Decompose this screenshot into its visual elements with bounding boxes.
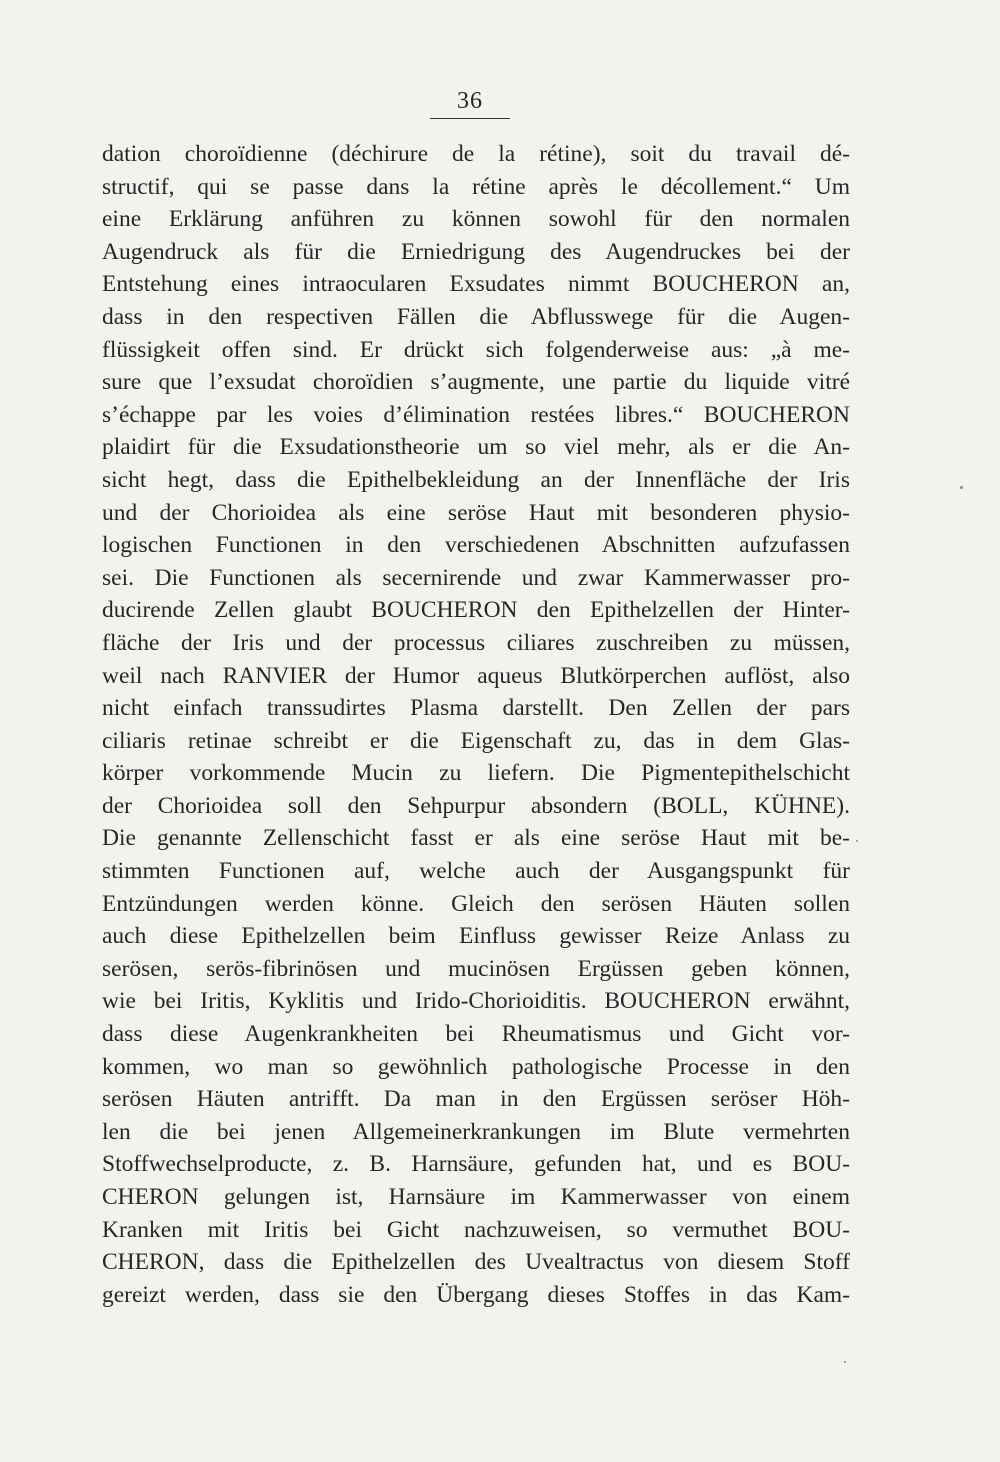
text-line: weil nach RANVIER der Humor aqueus Blutkörperchen auflöst, also: [102, 662, 850, 689]
text-line: nicht einfach transsudirtes Plasma darstellt. Den Zellen der pars: [102, 695, 850, 722]
text-line: der Chorioidea soll den Sehpurpur absondern (BOLL, KÜHNE).: [102, 792, 850, 819]
text-line: fläche der Iris und der processus ciliares zuschreiben zu müssen,: [102, 629, 850, 656]
text-line: sei. Die Functionen als secernirende und zwar Kammerwasser pro-: [102, 564, 850, 591]
scan-speck: [960, 486, 963, 489]
text-line: eine Erklärung anführen zu können sowohl für den normalen: [102, 206, 850, 233]
text-line: CHERON, dass die Epithelzellen des Uvealtractus von diesem Stoff: [102, 1249, 850, 1276]
text-line: gereizt werden, dass sie den Übergang dieses Stoffes in das Kam-: [102, 1281, 850, 1308]
text-line: wie bei Iritis, Kyklitis und Irido-Chorioiditis. BOUCHERON erwähnt,: [102, 988, 850, 1015]
text-line: serösen Häuten antrifft. Da man in den Ergüssen seröser Höh-: [102, 1086, 850, 1113]
text-line: CHERON gelungen ist, Harnsäure im Kammerwasser von einem: [102, 1184, 850, 1210]
scan-speck: [856, 840, 858, 842]
text-line: Stoffwechselproducte, z. B. Harnsäure, gefunden hat, und es BOU-: [102, 1151, 850, 1178]
text-line: Entstehung eines intraocularen Exsudates nimmt BOUCHERON an,: [102, 271, 850, 298]
text-line: kommen, wo man so gewöhnlich pathologische Processe in den: [102, 1053, 850, 1080]
text-line: ducirende Zellen glaubt BOUCHERON den Epithelzellen der Hinter-: [102, 597, 850, 624]
page-number: 36: [457, 88, 483, 114]
text-line: len die bei jenen Allgemeinerkrankungen im Blute vermehrten: [102, 1118, 850, 1145]
body-text: [102, 138, 850, 1311]
text-line: dass in den respectiven Fällen die Abflusswege für die Augen-: [102, 303, 850, 330]
text-line: Entzündungen werden könne. Gleich den serösen Häuten sollen: [102, 890, 850, 917]
text-line: sure que l’exsudat choroïdien s’augmente, une partie du liquide vitré: [102, 369, 850, 396]
text-line: structif, qui se passe dans la rétine après le décollement.“ Um: [102, 173, 850, 200]
text-line: plaidirt für die Exsudationstheorie um so viel mehr, als er die An-: [102, 434, 850, 461]
scan-speck: [844, 1361, 846, 1363]
text-line: ciliaris retinae schreibt er die Eigenschaft zu, das in dem Glas-: [102, 727, 850, 754]
text-line: Die genannte Zellenschicht fasst er als eine seröse Haut mit be-: [102, 825, 850, 852]
text-line: sicht hegt, dass die Epithelbekleidung an der Innenfläche der Iris: [102, 466, 850, 493]
text-line: dass diese Augenkrankheiten bei Rheumatismus und Gicht vor-: [102, 1021, 850, 1048]
text-line: flüssigkeit offen sind. Er drückt sich folgenderweise aus: „à me-: [102, 336, 850, 363]
page-number-rule: [430, 118, 510, 119]
text-line: Kranken mit Iritis bei Gicht nachzuweisen, so vermuthet BOU-: [102, 1216, 850, 1243]
text-line: stimmten Functionen auf, welche auch der Ausgangspunkt für: [102, 858, 850, 885]
text-line: und der Chorioidea als eine seröse Haut mit besonderen physio-: [102, 499, 850, 526]
text-line: s’échappe par les voies d’élimination restées libres.“ BOUCHERON: [102, 401, 850, 428]
text-line: dation choroïdienne (déchirure de la rétine), soit du travail dé-: [102, 141, 850, 167]
text-line: serösen, serös-fibrinösen und mucinösen Ergüssen geben können,: [102, 955, 850, 982]
text-line: logischen Functionen in den verschiedenen Abschnitten aufzufassen: [102, 532, 850, 559]
text-line: Augendruck als für die Erniedrigung des Augendruckes bei der: [102, 238, 850, 265]
text-line: auch diese Epithelzellen beim Einfluss gewisser Reize Anlass zu: [102, 923, 850, 950]
text-line: körper vorkommende Mucin zu liefern. Die Pigmentepithelschicht: [102, 760, 850, 787]
